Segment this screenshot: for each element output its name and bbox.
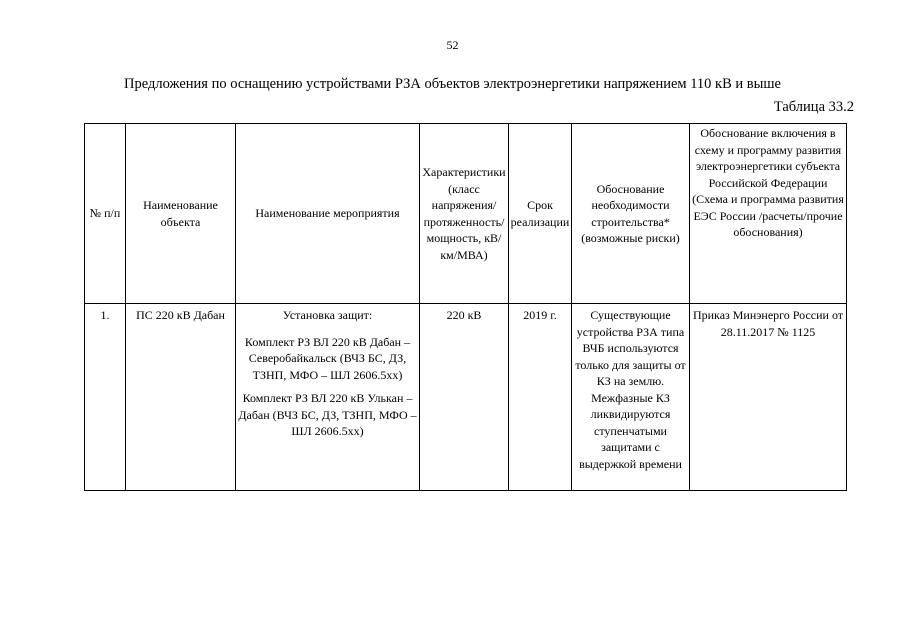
measure-item: Комплект РЗ ВЛ 220 кВ Улькан – Дабан (ВЧЗ БС, ДЗ, ТЗНП, МФО – ШЛ 2606.5хх) bbox=[238, 391, 417, 438]
header-object: Наименование объекта bbox=[126, 124, 236, 304]
header-num: № п/п bbox=[85, 124, 126, 304]
header-characteristics: Характеристики (класс напряжения/ протяженность/ мощность, кВ/км/МВА) bbox=[420, 124, 509, 304]
document-title: Предложения по оснащению устройствами РЗА объектов электроэнергетики напряжением 110 кВ и выше bbox=[124, 76, 781, 92]
header-measure: Наименование мероприятия bbox=[236, 124, 420, 304]
cell-object: ПС 220 кВ Дабан bbox=[126, 304, 236, 491]
cell-term: 2019 г. bbox=[509, 304, 572, 491]
cell-characteristics: 220 кВ bbox=[420, 304, 509, 491]
proposals-table bbox=[84, 123, 847, 491]
header-basis: Обоснование включения в схему и программу развития электроэнергетики субъекта Российской Федерации (Схема и программа развития ЕЭС России /расчеты/прочие обоснования) bbox=[690, 124, 847, 304]
header-justification: Обоснование необходимости строительства* (возможные риски) bbox=[572, 124, 690, 304]
table-label: Таблица 33.2 bbox=[773, 99, 854, 115]
page-number: 52 bbox=[446, 38, 459, 52]
cell-justification: Существующие устройства РЗА типа ВЧБ используются только для защиты от КЗ на землю. Межфазные КЗ ликвидируются ступенчатыми защитами с выдержкой времени bbox=[572, 304, 690, 491]
table-header-row bbox=[85, 124, 847, 304]
cell-num: 1. bbox=[85, 304, 126, 491]
cell-basis: Приказ Минэнерго России от 28.11.2017 № 1125 bbox=[690, 304, 847, 491]
measure-title: Установка защит: bbox=[282, 308, 373, 322]
cell-measure bbox=[236, 304, 420, 491]
measure-item: Комплект РЗ ВЛ 220 кВ Дабан – Северобайкальск (ВЧЗ БС, ДЗ, ТЗНП, МФО – ШЛ 2606.5хх) bbox=[244, 334, 411, 382]
table-row bbox=[85, 304, 847, 491]
header-term: Срок реализации bbox=[509, 124, 572, 304]
